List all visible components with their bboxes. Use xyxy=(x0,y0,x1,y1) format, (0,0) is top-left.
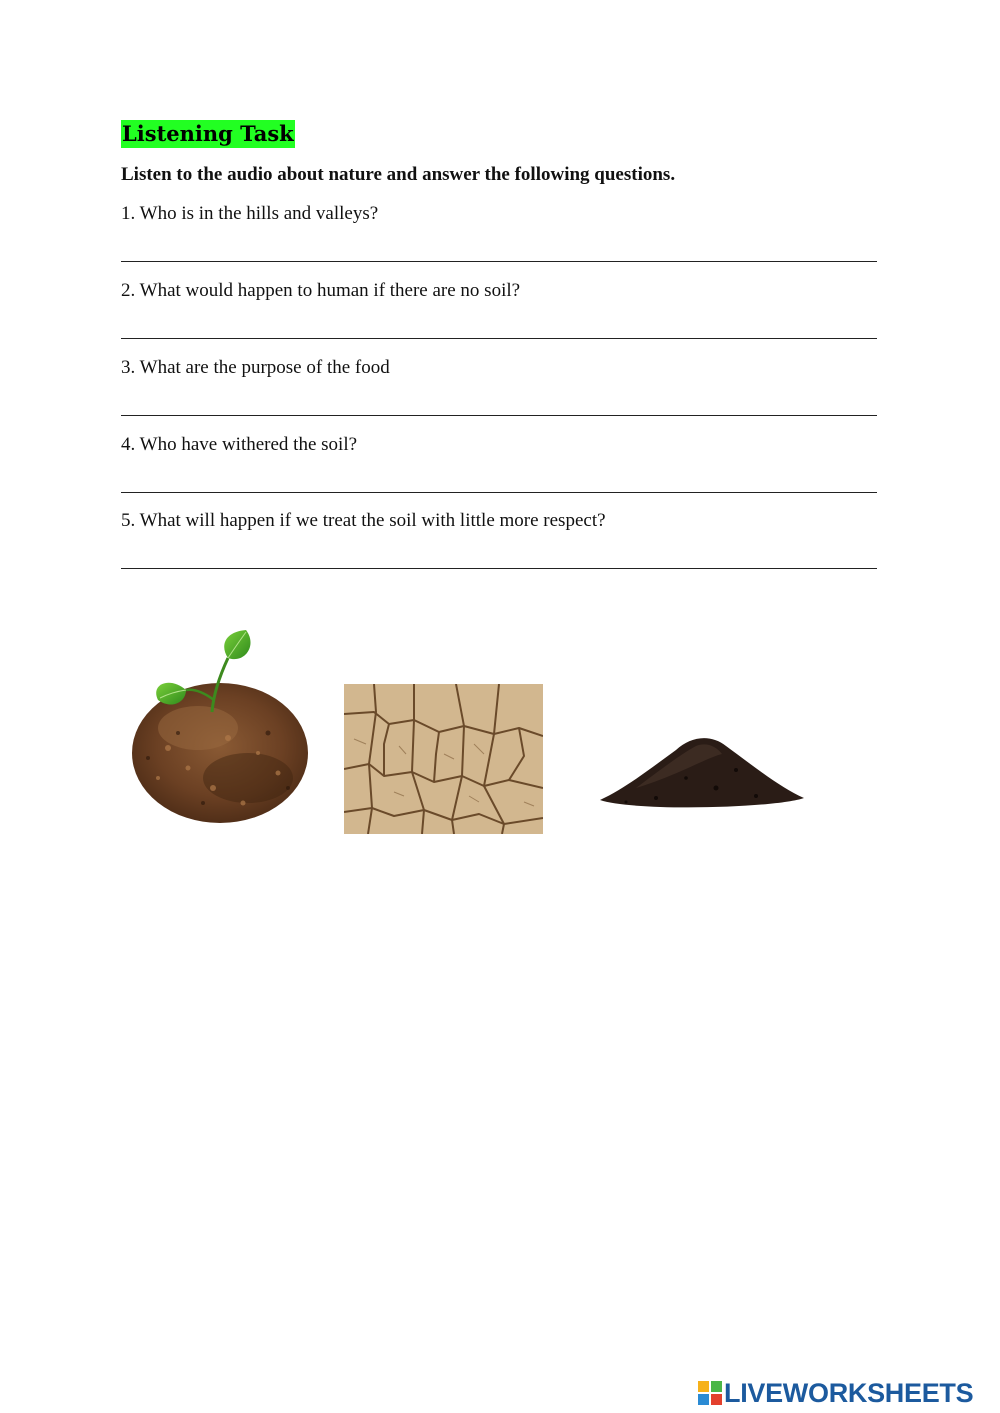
liveworksheets-brand: LIVEWORKSHEETS xyxy=(724,1378,974,1408)
answer-line-3[interactable] xyxy=(121,415,877,416)
question-4: 4. Who have withered the soil? xyxy=(121,434,358,455)
cracked-dry-soil-image xyxy=(344,684,543,834)
question-1: 1. Who is in the hills and valleys? xyxy=(121,203,379,224)
question-3: 3. What are the purpose of the food xyxy=(121,357,390,378)
answer-line-1[interactable] xyxy=(121,261,877,262)
dark-soil-pile-image xyxy=(596,728,806,814)
answer-line-4[interactable] xyxy=(121,492,877,493)
worksheet-instructions: Listen to the audio about nature and answer the following questions. xyxy=(121,164,676,185)
liveworksheets-logo-icon xyxy=(698,1381,722,1405)
seedling-in-soil-image xyxy=(128,628,314,828)
question-2: 2. What would happen to human if there are no soil? xyxy=(121,280,521,301)
liveworksheets-logo[interactable] xyxy=(698,1378,973,1408)
answer-line-2[interactable] xyxy=(121,338,877,339)
answer-line-5[interactable] xyxy=(121,568,877,569)
question-5: 5. What will happen if we treat the soil with little more respect? xyxy=(121,510,606,531)
worksheet-title: Listening Task xyxy=(122,121,294,146)
